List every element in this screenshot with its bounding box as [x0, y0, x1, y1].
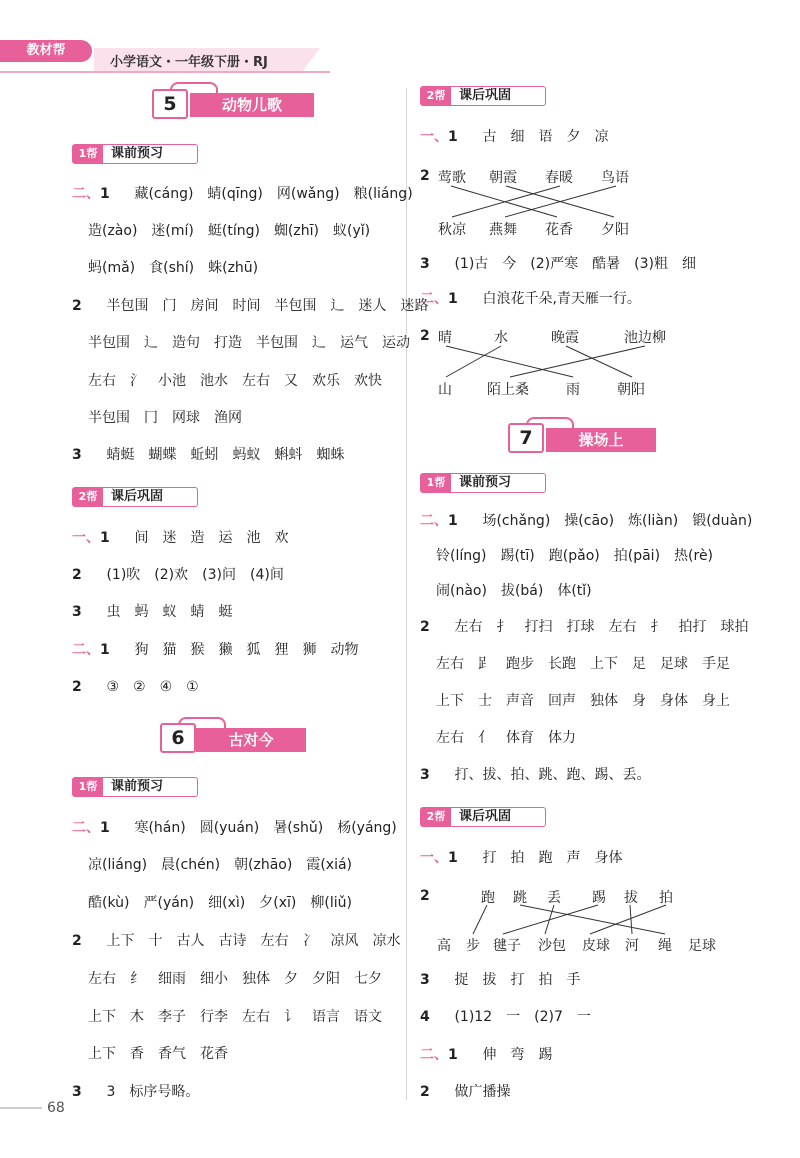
answer-row: 3 打、拔、拍、跳、跑、踢、丢。 [420, 767, 651, 783]
lesson-7-number: 7 [508, 423, 544, 453]
lesson-6-number: 6 [160, 723, 196, 753]
match-word: 跳 [513, 890, 527, 906]
badge-label: 课前预习 [111, 146, 164, 161]
badge-label: 课前预习 [459, 475, 512, 490]
answer-row: 左右 氵 小池 池水 左右 又 欢乐 欢快 [88, 373, 382, 389]
answer-row: 半包围 冂 网球 渔网 [88, 410, 242, 426]
match-word: 花香 [545, 222, 573, 238]
answer-row: 2 ③ ② ④ ① [72, 679, 199, 695]
answer-row: 左右 亻 体育 体力 [436, 730, 576, 746]
match-word: 雨 [566, 382, 580, 398]
match-word: 莺歌 [438, 170, 466, 186]
page-number: 68 [47, 1100, 65, 1116]
badge-tag: 1帮 [73, 778, 103, 796]
match-word: 秋凉 [438, 222, 466, 238]
match-word: 春暖 [545, 170, 573, 186]
match-word: 晚霞 [551, 330, 579, 346]
answer-row: 3 捉 拔 打 拍 手 [420, 972, 581, 988]
match-word: 夕阳 [601, 222, 629, 238]
badge-tag: 1帮 [421, 474, 451, 492]
match-line [520, 905, 665, 934]
question-number: 2 [420, 888, 430, 904]
match-line [473, 905, 487, 934]
answer-row: 3 虫 蚂 蚁 蜻 蜓 [72, 604, 233, 620]
brand-tag: 教材帮 [0, 40, 92, 62]
answer-row: 二、1 藏(cáng) 蜻(qīng) 网(wǎng) 粮(liáng) [72, 186, 413, 202]
answer-row: 一、1 古 细 语 夕 凉 [420, 129, 609, 145]
badge-label: 课后巩固 [459, 809, 512, 824]
badge-tag: 2帮 [421, 87, 451, 105]
answer-row: 3 蜻蜓 蝴蝶 蚯蚓 蚂蚁 蝌蚪 蜘蛛 [72, 447, 345, 463]
badge-label: 课前预习 [111, 779, 164, 794]
answer-row: 二、1 寒(hán) 圆(yuán) 暑(shǔ) 杨(yáng) [72, 820, 397, 836]
answer-row: 二、1 狗 猫 猴 獭 狐 狸 狮 动物 [72, 642, 359, 658]
badge-label: 课后巩固 [459, 88, 512, 103]
badge-tag: 2帮 [421, 808, 451, 826]
answer-row: 蚂(mǎ) 食(shí) 蛛(zhū) [88, 260, 259, 276]
answer-row: 3 3 标序号略。 [72, 1084, 200, 1100]
lesson-5-title: 动物儿歌 [190, 93, 314, 117]
badge-label: 课后巩固 [111, 489, 164, 504]
answer-row: 闹(nào) 拔(bá) 体(tǐ) [436, 583, 592, 599]
answer-row: 半包围 辶 造句 打造 半包围 辶 运气 运动 [88, 335, 410, 351]
answer-row: 左右 纟 细雨 细小 独体 夕 夕阳 七夕 [88, 971, 382, 987]
match-line [630, 905, 632, 934]
answer-row: 二、1 伸 弯 踢 [420, 1047, 553, 1063]
answer-row: 一、1 打 拍 跑 声 身体 [420, 850, 623, 866]
answer-row: 2 半包围 门 房间 时间 半包围 辶 迷人 迷路 [72, 298, 429, 314]
badge-tag: 2帮 [73, 488, 103, 506]
lesson-5-number: 5 [152, 89, 188, 119]
match-word: 燕舞 [489, 222, 517, 238]
match-word: 丢 [547, 890, 561, 906]
match-word: 池边柳 [624, 330, 666, 346]
answer-row: 3 (1)古 今 (2)严寒 酷暑 (3)粗 细 [420, 256, 696, 272]
match-word: 绳 [658, 938, 672, 954]
match-word: 朝阳 [617, 382, 645, 398]
match-word: 河 [625, 938, 639, 954]
answer-row: 一、1 间 迷 造 运 池 欢 [72, 530, 289, 546]
match-word: 高 [437, 938, 451, 954]
answer-row: 上下 香 香气 花香 [88, 1046, 228, 1062]
match-line [590, 905, 666, 934]
match-word: 山 [438, 382, 452, 398]
answer-row: 2 上下 十 古人 古诗 左右 冫 凉风 凉水 [72, 933, 401, 949]
answer-row: 铃(líng) 踢(tī) 跑(pǎo) 拍(pāi) 热(rè) [436, 548, 714, 564]
badge-tag: 1帮 [73, 145, 103, 163]
answer-row: 2 (1)吹 (2)欢 (3)问 (4)间 [72, 567, 284, 583]
subject-title: 小学语文・一年级下册・RJ [110, 55, 268, 70]
footer-rule [0, 1107, 42, 1109]
answer-row: 造(zào) 迷(mí) 蜓(tíng) 蜘(zhī) 蚁(yǐ) [88, 223, 371, 239]
lesson-6-title: 古对今 [196, 728, 306, 752]
answer-row: 二、1 白浪花千朵,青天雁一行。 [420, 291, 641, 307]
match-word: 跑 [481, 890, 495, 906]
answer-row: 4 (1)12 一 (2)7 一 [420, 1009, 591, 1025]
match-word: 晴 [438, 330, 452, 346]
lesson-7-title: 操场上 [546, 428, 656, 452]
match-word: 水 [494, 330, 508, 346]
answer-row: 2 左右 扌 打扫 打球 左右 扌 拍打 球拍 [420, 619, 749, 635]
answer-row: 上下 士 声音 回声 独体 身 身体 身上 [436, 693, 730, 709]
match-word: 鸟语 [601, 170, 629, 186]
match-word: 拔 [624, 890, 638, 906]
match-word: 沙包 [538, 938, 566, 954]
match-word: 拍 [659, 890, 673, 906]
answer-row: 上下 木 李子 行李 左右 讠 语言 语文 [88, 1009, 382, 1025]
question-number: 2 [420, 328, 430, 344]
match-word: 陌上桑 [487, 382, 529, 398]
match-word: 步 [466, 938, 480, 954]
answer-row: 凉(liáng) 晨(chén) 朝(zhāo) 霞(xiá) [88, 857, 353, 873]
match-line [503, 905, 598, 934]
match-word: 朝霞 [489, 170, 517, 186]
question-number: 2 [420, 168, 430, 184]
answer-row: 酷(kù) 严(yán) 细(xì) 夕(xī) 柳(liǔ) [88, 895, 352, 911]
match-word: 踢 [592, 890, 606, 906]
answer-row: 左右 𧾷 跑步 长跑 上下 足 足球 手足 [436, 656, 730, 672]
answer-row: 二、1 场(chǎng) 操(cāo) 炼(liàn) 锻(duàn) [420, 513, 753, 529]
match-word: 足球 [688, 938, 716, 954]
answer-row: 2 做广播操 [420, 1084, 511, 1100]
match-word: 皮球 [582, 938, 610, 954]
match-word: 毽子 [493, 938, 521, 954]
